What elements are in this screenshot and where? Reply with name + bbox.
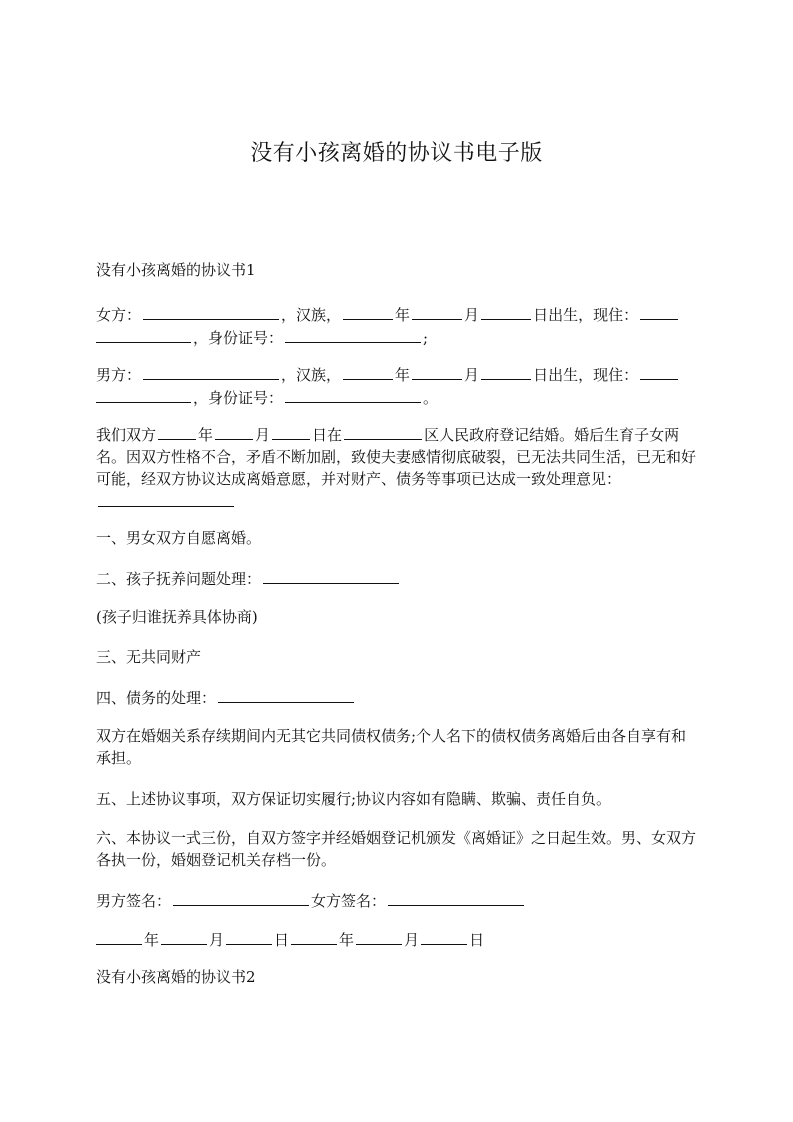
item-5: 五、上述协议事项，双方保证切实履行;协议内容如有隐瞒、欺骗、责任自负。 [96, 790, 612, 808]
id-label: ，身份证号： [193, 329, 284, 347]
male-sign-blank[interactable] [173, 889, 309, 906]
debt-text: 双方在婚姻关系存续期间内无其它共同债权债务;个人名下的债权债务离婚后由各自享有和承担。 [96, 727, 687, 767]
male-sign-label: 男方签名： [96, 892, 172, 910]
female-label: 女方： [96, 306, 142, 324]
born-label: 日出生，现住： [533, 366, 639, 384]
female-info [96, 303, 700, 349]
male-label: 男方： [96, 366, 142, 384]
district-blank[interactable] [344, 423, 422, 440]
intro-start: 我们双方 [96, 426, 157, 444]
child-custody-blank[interactable] [263, 567, 399, 584]
female-id-blank[interactable] [285, 326, 421, 343]
item-1: 一、男女双方自愿离婚。 [96, 529, 262, 547]
year-label: 年 [339, 931, 355, 949]
date-day-blank-2[interactable] [421, 928, 467, 945]
id-label: ，身份证号： [193, 389, 284, 407]
day-label: 日 [274, 931, 290, 949]
item-6: 六、本协议一式三份，自双方签字并经婚姻登记机颁发《离婚证》之日起生效。男、女双方各执一份，婚姻登记机关存档一份。 [96, 829, 697, 869]
item-3: 三、无共同财产 [96, 648, 202, 666]
date-month-blank-1[interactable] [161, 928, 207, 945]
marriage-intro [96, 423, 700, 513]
item-4 [96, 686, 700, 709]
month-label: 月 [255, 426, 271, 444]
male-info [96, 363, 700, 409]
document-title: 没有小孩离婚的协议书电子版 [250, 141, 543, 166]
date-year-blank-2[interactable] [291, 928, 337, 945]
female-address-blank[interactable] [640, 303, 678, 320]
female-year-blank[interactable] [343, 303, 393, 320]
item-2-note: (孩子归谁抚养具体协商) [96, 608, 258, 626]
month-label: 月 [404, 931, 420, 949]
marriage-month-blank[interactable] [215, 423, 253, 440]
month-label: 月 [464, 306, 480, 324]
male-day-blank[interactable] [481, 363, 531, 380]
female-day-blank[interactable] [481, 303, 531, 320]
female-month-blank[interactable] [412, 303, 462, 320]
year-label: 年 [198, 426, 214, 444]
female-sign-blank[interactable] [388, 889, 524, 906]
marriage-year-blank[interactable] [158, 423, 196, 440]
day-label: 日在 [312, 426, 343, 444]
male-month-blank[interactable] [412, 363, 462, 380]
punct: ; [423, 329, 429, 347]
male-id-blank[interactable] [285, 386, 421, 403]
punct: 。 [423, 389, 439, 407]
female-ethnic: ，汉族， [281, 306, 342, 324]
female-name-blank[interactable] [143, 303, 279, 320]
male-ethnic: ，汉族， [281, 366, 342, 384]
signatures [96, 889, 700, 912]
intro-rest: 区人民政府登记结婚。婚后生育子女两名。因双方性格不合，矛盾不断加剧，致使夫妻感情彻底破裂，已无法共同生活，已无和好可能，经双方协议达成离婚意愿，并对财产、债务等事项已达成一致处理意见： [96, 426, 697, 488]
opinion-blank[interactable] [98, 490, 234, 507]
date-month-blank-2[interactable] [356, 928, 402, 945]
male-name-blank[interactable] [143, 363, 279, 380]
day-label: 日 [469, 931, 485, 949]
year-label: 年 [395, 306, 411, 324]
section-heading-2: 没有小孩离婚的协议书2 [96, 968, 256, 986]
item-4-text: 四、债务的处理： [96, 689, 217, 707]
year-label: 年 [395, 366, 411, 384]
male-address-blank[interactable] [640, 363, 678, 380]
date-year-blank-1[interactable] [96, 928, 142, 945]
female-sign-label: 女方签名： [311, 892, 387, 910]
male-address-blank-2[interactable] [96, 386, 191, 403]
year-label: 年 [144, 931, 160, 949]
section-heading-1: 没有小孩离婚的协议书1 [96, 261, 256, 279]
born-label: 日出生，现住： [533, 306, 639, 324]
marriage-day-blank[interactable] [272, 423, 310, 440]
month-label: 月 [209, 931, 225, 949]
date-day-blank-1[interactable] [226, 928, 272, 945]
debt-blank[interactable] [218, 686, 354, 703]
male-year-blank[interactable] [343, 363, 393, 380]
month-label: 月 [464, 366, 480, 384]
item-2 [96, 567, 700, 590]
female-address-blank-2[interactable] [96, 326, 191, 343]
item-2-text: 二、孩子抚养问题处理： [96, 570, 262, 588]
sign-dates [96, 928, 700, 951]
